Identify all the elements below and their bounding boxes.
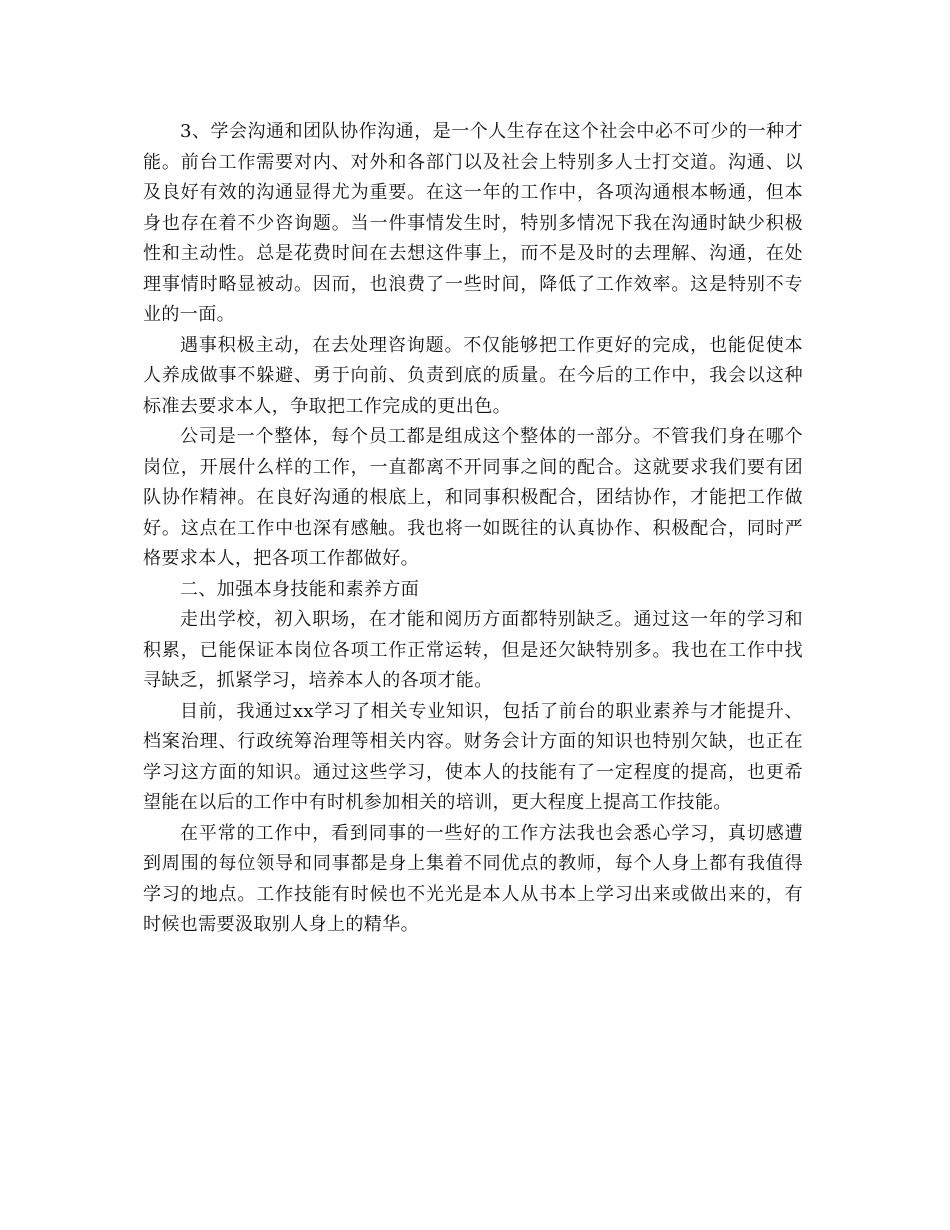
paragraph-teamwork: 公司是一个整体，每个员工都是组成这个整体的一部分。不管我们身在哪个岗位，开展什么样的工作，一直都离不开同事之间的配合。这就要求我们要有团队协作精神。在良好沟通的根底上，和同事积极配合，团结协作，才能把工作做好。这点在工作中也深有感触。我也将一如既往的认真协作、积极配合，同时严格要求本人，把各项工作都做好。: [143, 426, 803, 569]
section-heading-skills: 二、加强本身技能和素养方面: [180, 578, 420, 600]
paragraph-training: 目前，我通过xx学习了相关专业知识，包括了前台的职业素养与才能提升、档案治理、行政统筹治理等相关内容。财务会计方面的知识也特别欠缺，也正在学习这方面的知识。通过这些学习，使本人的技能有了一定程度的提高，也更希望能在以后的工作中有时机参加相关的培训，更大程度上提高工作技能。: [143, 700, 803, 813]
paragraph-proactive: 遇事积极主动，在去处理咨询题。不仅能够把工作更好的完成，也能促使本人养成做事不躲避、勇于向前、负责到底的质量。在今后的工作中，我会以这种标准去要求本人，争取把工作完成的更出色。: [143, 334, 803, 417]
paragraph-communication: 3、学会沟通和团队协作沟通，是一个人生存在这个社会中必不可少的一种才能。前台工作需要对内、对外和各部门以及社会上特别多人士打交道。沟通、以及良好有效的沟通显得尤为重要。在这一年的工作中，各项沟通根本畅通，但本身也存在着不少咨询题。当一件事情发生时，特别多情况下我在沟通时缺少积极性和主动性。总是花费时间在去想这件事上，而不是及时的去理解、沟通，在处理事情时略显被动。因而，也浪费了一些时间，降低了工作效率。这是特别不专业的一面。: [143, 121, 803, 325]
paragraph-learning: 走出学校，初入职场，在才能和阅历方面都特别缺乏。通过这一年的学习和积累，已能保证本岗位各项工作正常运转，但是还欠缺特别多。我也在工作中找寻缺乏，抓紧学习，培养本人的各项才能。: [143, 609, 803, 691]
document-body: [143, 117, 803, 941]
paragraph-colleagues: 在平常的工作中，看到同事的一些好的工作方法我也会悉心学习，真切感遭到周围的每位领导和同事都是身上集着不同优点的教师，每个人身上都有我值得学习的地点。工作技能有时候也不光光是本人从书本上学习出来或做出来的，有时候也需要汲取别人身上的精华。: [143, 822, 803, 935]
